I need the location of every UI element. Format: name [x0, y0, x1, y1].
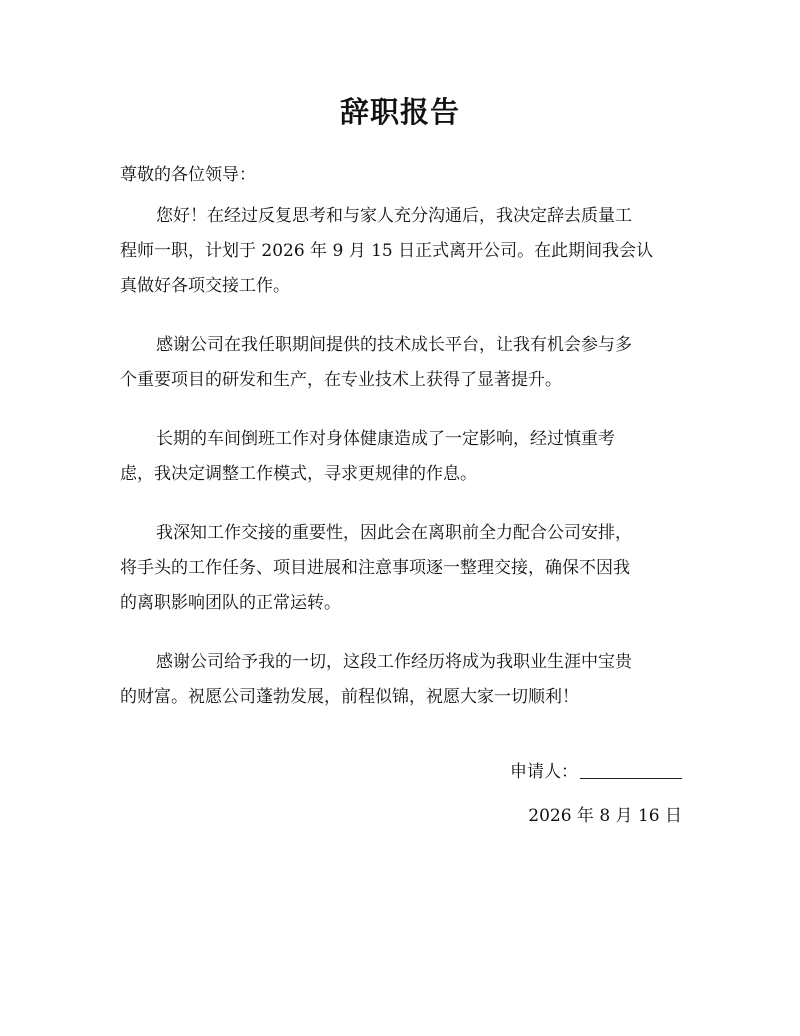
paragraph-line: 我深知工作交接的重要性，因此会在离职前全力配合公司安排， — [156, 523, 632, 543]
paragraph-line: 长期的车间倒班工作对身体健康造成了一定影响，经过慎重考 — [156, 429, 615, 449]
signature-label: 申请人： — [510, 762, 578, 782]
paragraph-gratitude — [120, 328, 695, 398]
paragraph-line: 的离职影响团队的正常运转。 — [120, 593, 341, 613]
paragraph-line: 您好！在经过反复思考和与家人充分沟通后，我决定辞去质量工 — [156, 206, 632, 226]
paragraph-handover — [120, 516, 695, 621]
letter-date: 2026 年 8 月 16 日 — [528, 806, 682, 826]
paragraph-line: 虑，我决定调整工作模式，寻求更规律的作息。 — [120, 464, 477, 484]
paragraph-line: 的财富。祝愿公司蓬勃发展，前程似锦，祝愿大家一切顺利！ — [120, 687, 579, 707]
paragraph-line: 将手头的工作任务、项目进展和注意事项逐一整理交接，确保不因我 — [120, 558, 630, 578]
signature-block — [510, 760, 682, 828]
signature-blank-line — [580, 760, 682, 779]
paragraph-closing — [120, 645, 695, 715]
document-title: 辞职报告 — [339, 95, 460, 129]
paragraph-line: 感谢公司在我任职期间提供的技术成长平台，让我有机会参与多 — [156, 335, 632, 355]
letter-body — [120, 199, 695, 739]
paragraph-line: 真做好各项交接工作。 — [120, 276, 290, 296]
signature-row — [510, 760, 682, 784]
paragraph-reason — [120, 422, 695, 492]
salutation: 尊敬的各位领导： — [120, 165, 256, 185]
paragraph-line: 个重要项目的研发和生产，在专业技术上获得了显著提升。 — [120, 370, 562, 390]
paragraph-intent — [120, 199, 695, 304]
paragraph-line: 程师一职，计划于 2026 年 9 月 15 日正式离开公司。在此期间我会认 — [120, 241, 654, 261]
paragraph-line: 感谢公司给予我的一切，这段工作经历将成为我职业生涯中宝贵 — [156, 652, 632, 672]
